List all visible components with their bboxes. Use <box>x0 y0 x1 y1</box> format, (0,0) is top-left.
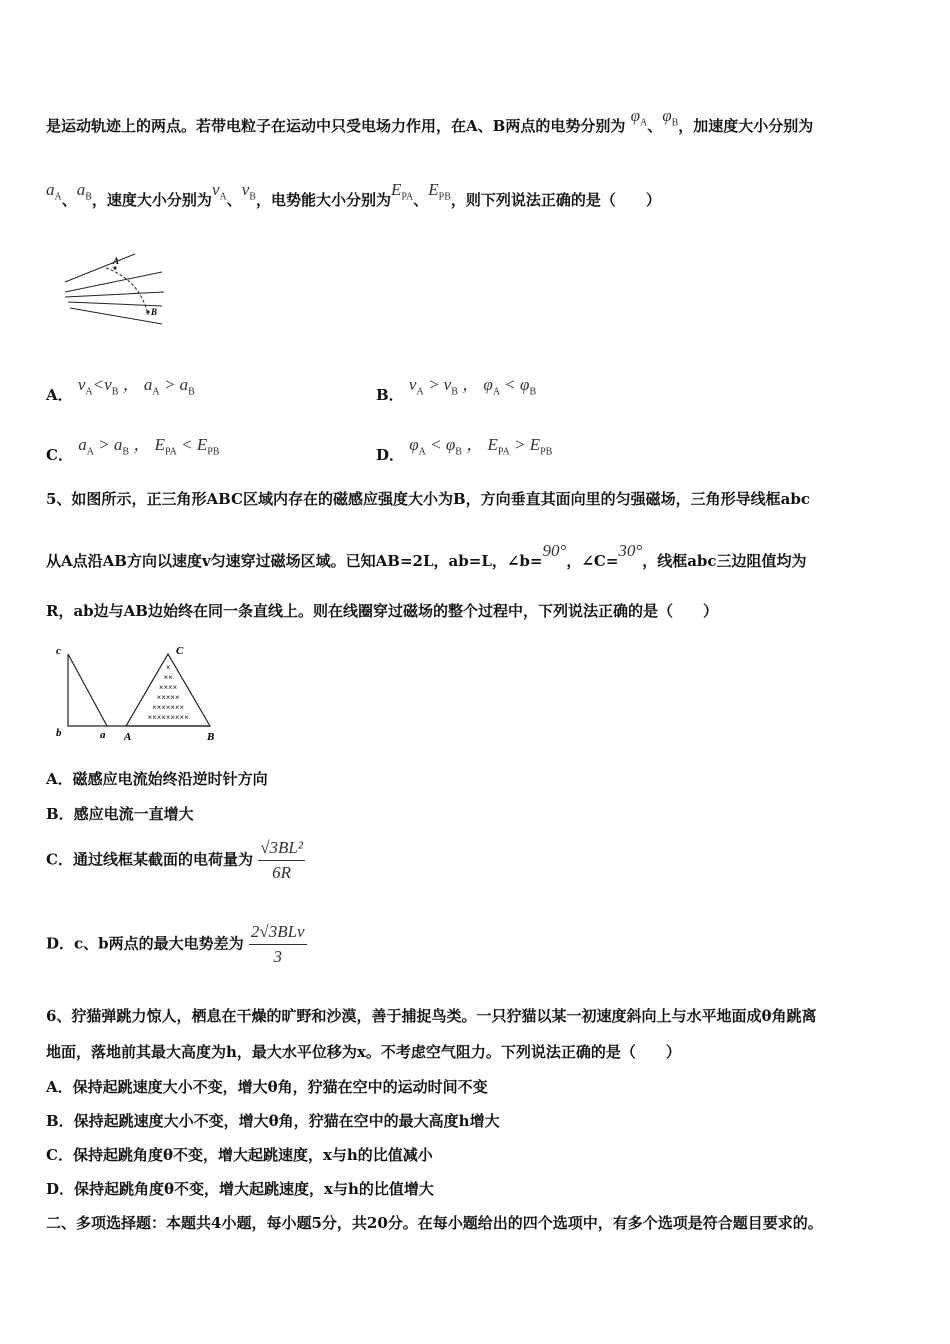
section-2-heading: 二、多项选择题：本题共4小题，每小题5分，共20分。在每小题给出的四个选项中，有多个选项是符合题目要求的。 <box>46 1214 823 1232</box>
v-b-symbol: $v_B$ <box>241 180 256 203</box>
q4-option-d[interactable]: D． $\varphi_A < \varphi_B$ ， $E_{PA} > E_{PB}$ <box>376 435 553 464</box>
q5-stem-line2: 从A点沿AB方向以速度v匀速穿过磁场区域。已知AB=2L，ab=L，∠b=90°，∠C=30°，线框abc三边阻值均为 <box>46 541 807 570</box>
phi-b-symbol: $\varphi_B$ <box>662 106 679 129</box>
q5-option-c[interactable]: C．通过线框某截面的电荷量为 $\frac{\text{√3BL²}}{6R}$ <box>46 838 303 882</box>
q4-option-a[interactable]: A． $v_A<v_B$ ， $a_A > a_B$ <box>46 375 195 404</box>
q4-option-b-expr: $v_A > v_B$ ， $\varphi_A < \varphi_B$ <box>408 375 537 398</box>
field-line <box>68 302 162 306</box>
label-c-small: c <box>56 645 61 657</box>
trajectory <box>106 268 148 315</box>
field-line <box>65 292 164 297</box>
field-line <box>70 308 162 324</box>
q4-stem-line1: 是运动轨迹上的两点。若带电粒子在运动中只受电场力作用，在A、B两点的电势分别为 $\varphi_A$、$\varphi_B$，加速度大小分别为 <box>46 106 814 135</box>
a-a-symbol: $a_A$ <box>46 180 62 203</box>
phi-a-symbol: $\varphi_A$ <box>630 106 648 129</box>
svg-text:×××××××××: ××××××××× <box>147 713 189 722</box>
q6-option-c[interactable]: C．保持起跳角度θ不变，增大起跳速度，x与h的比值减小 <box>46 1146 433 1164</box>
q5-option-c-fraction: $\frac{\text{√3BL²}}{6R}$ <box>260 838 303 882</box>
q6-stem-line1: 6、狞猫弹跳力惊人，栖息在干燥的旷野和沙漠，善于捕捉鸟类。一只狞猫以某一初速度斜向上与水平地面成θ角跳离 <box>46 1007 817 1025</box>
svg-text:××: ×× <box>163 673 173 682</box>
q4-option-a-expr: $v_A<v_B$ ， $a_A > a_B$ <box>77 375 195 398</box>
q5-stem-line3: R，ab边与AB边始终在同一条直线上。则在线圈穿过磁场的整个过程中，下列说法正确的是（ ） <box>46 602 718 620</box>
svg-text:×××××: ××××× <box>156 693 180 702</box>
angle-b-value: 90° <box>542 541 567 560</box>
q5-stem-line1: 5、如图所示，正三角形ABC区域内存在的磁感应强度大小为B，方向垂直其面向里的匀强磁场，三角形导线框abc <box>46 490 810 508</box>
label-a-small: a <box>100 729 106 741</box>
label-b-big: B <box>207 731 215 743</box>
q6-stem-line2: 地面，落地前其最大高度为h，最大水平位移为x。不考虑空气阻力。下列说法正确的是（ ） <box>46 1043 681 1061</box>
svg-text:×: × <box>165 663 171 672</box>
q5-option-a[interactable]: A．磁感应电流始终沿逆时针方向 <box>46 770 268 788</box>
point-b-label: B <box>151 307 158 317</box>
label-b-small: b <box>56 727 62 739</box>
label-a-big: A <box>124 731 132 743</box>
q5-option-b[interactable]: B．感应电流一直增大 <box>46 805 194 823</box>
q4-option-c-expr: $a_A > a_B$ ， $E_{PA} < E_{PB}$ <box>78 435 220 458</box>
svg-text:×××××××: ××××××× <box>152 703 184 712</box>
v-a-symbol: $v_A$ <box>211 180 227 203</box>
svg-text:××××: ×××× <box>158 683 178 692</box>
point-a-label: A <box>113 256 120 266</box>
q6-option-b[interactable]: B．保持起跳速度大小不变，增大θ角，狞猫在空中的最大高度h增大 <box>46 1112 500 1130</box>
q6-option-d[interactable]: D．保持起跳角度θ不变，增大起跳速度，x与h的比值增大 <box>46 1180 434 1198</box>
q4-option-c[interactable]: C． $a_A > a_B$ ， $E_{PA} < E_{PB}$ <box>46 435 220 464</box>
q5-triangle-figure <box>50 642 225 747</box>
q4-stem-line2: $a_A$、$a_B$，速度大小分别为$v_A$、$v_B$，电势能大小分别为$E_{PA}$、$E_{PB}$，则下列说法正确的是（ ） <box>46 180 661 209</box>
field-crosses <box>147 663 188 722</box>
q4-option-d-expr: $\varphi_A < \varphi_B$ ， $E_{PA} > E_{PB}$ <box>409 435 553 458</box>
epa-symbol: $E_{PA}$ <box>390 180 414 203</box>
q5-option-d[interactable]: D．c、b两点的最大电势差为 $\frac{\text{2√3BLv}}{3}$ <box>46 922 305 966</box>
field-line <box>65 272 162 292</box>
q4-option-b[interactable]: B． $v_A > v_B$ ， $\varphi_A < \varphi_B$ <box>376 375 537 404</box>
q6-option-a[interactable]: A．保持起跳速度大小不变，增大θ角，狞猫在空中的运动时间不变 <box>46 1078 488 1096</box>
a-b-symbol: $a_B$ <box>76 180 92 203</box>
q4-field-figure <box>60 240 170 332</box>
wire-frame-abc <box>68 654 107 726</box>
angle-c-value: 30° <box>618 541 643 560</box>
epb-symbol: $E_{PB}$ <box>428 180 451 203</box>
label-c-big: C <box>176 645 184 657</box>
q5-option-d-fraction: $\frac{\text{2√3BLv}}{3}$ <box>250 922 305 966</box>
